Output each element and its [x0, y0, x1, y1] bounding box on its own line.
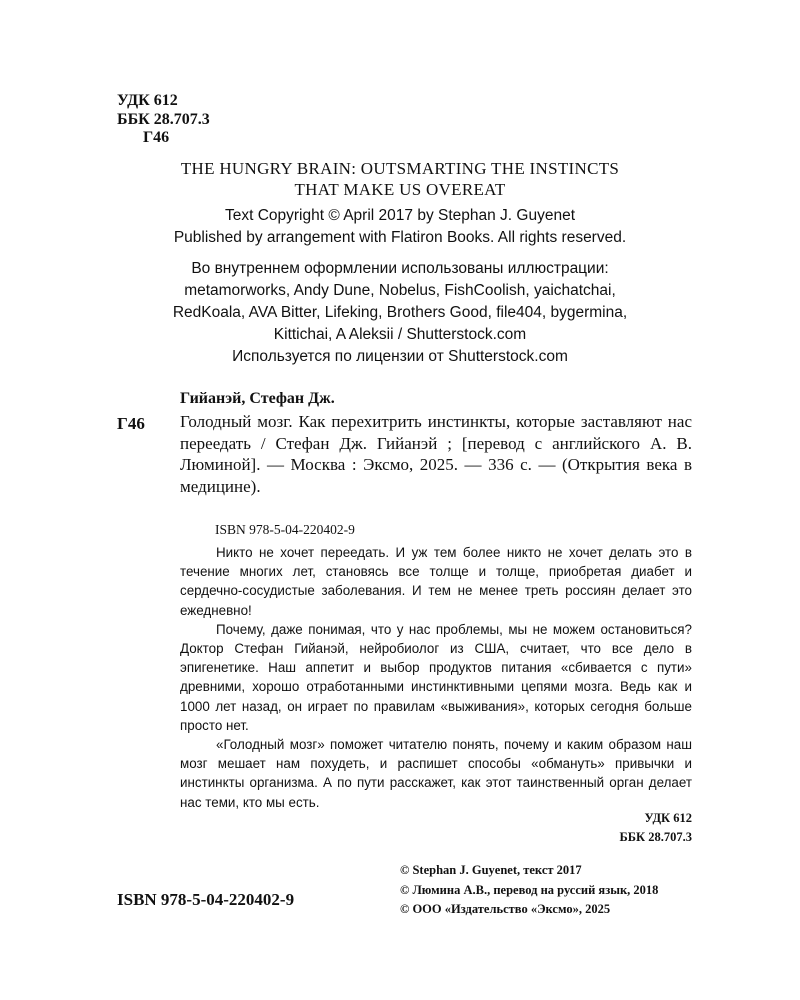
rights-line-3: © ООО «Издательство «Эксмо», 2025: [400, 902, 611, 916]
udk-code-bottom: УДК 612: [644, 811, 692, 825]
illustration-credits: [100, 258, 700, 368]
copyright-line-2: Published by arrangement with Flatiron Books. All rights reserved.: [173, 229, 627, 246]
rights-line-2: © Люмина А.В., перевод на руссий язык, 2018: [400, 882, 659, 897]
copyright-notice: [100, 205, 700, 249]
illustration-credits-line-2: metamorworks, Andy Dune, Nobelus, FishCoolish, yaichatchai,: [184, 282, 616, 299]
classification-block-top: [117, 92, 210, 148]
bbk-code-bottom: ББК 28.707.3: [619, 830, 692, 844]
rights-line-1: © Stephan J. Guyenet, текст 2017: [400, 863, 582, 877]
bbk-code: ББК 28.707.3: [117, 110, 210, 128]
catalog-description: Голодный мозг. Как перехитрить инстинкты, которые заставляют нас переедать / Стефан Дж. Гийанэй ; [перевод с английского А. В. Люминой]. — Москва : Эксмо, 2025. — 336 с. — (Открытия века в медицине).: [180, 412, 692, 496]
classification-block-bottom: [600, 809, 692, 847]
rights-block: [400, 861, 658, 920]
illustration-credits-line-1: Во внутреннем оформлении использованы иллюстрации:: [191, 260, 609, 277]
illustration-credits-line-4: Kittichai, A Aleksii / Shutterstock.com: [273, 326, 527, 343]
author-mark: Г46: [143, 129, 170, 146]
isbn-footer: ISBN 978-5-04-220402-9: [117, 890, 295, 909]
udk-code: УДК 612: [117, 92, 178, 109]
annotation: [180, 543, 692, 812]
copyright-line-1: Text Copyright © April 2017 by Stephan J. Guyenet: [224, 207, 576, 224]
catalog-author-heading: Гийанэй, Стефан Дж.: [180, 390, 335, 407]
original-title-line-1: THE HUNGRY BRAIN: OUTSMARTING THE INSTINCTS: [180, 159, 620, 178]
annotation-paragraph-1: Никто не хочет переедать. И уж тем более никто не хочет делать это в течение многих лет, становясь все толще и толще, приобретая диабет и сердечно-сосудистые заболевания. И тем не менее треть россиян делает это ежедневно!: [180, 545, 692, 618]
catalog-author-code: Г46: [117, 414, 145, 433]
annotation-paragraph-2: Почему, даже понимая, что у нас проблемы, мы не можем остановиться? Доктор Стефан Гийанэй, нейробиолог из США, считает, что все дело в эпигенетике. Наш аппетит и выбор продуктов питания «сбивается с пути» древними, хорошо отработанными инстинктивными цепями мозга. Ведь как и 1000 лет назад, он играет по правилам «выживания», которых сегодня больше просто нет.: [180, 621, 692, 733]
original-title-line-2: THAT MAKE US OVEREAT: [294, 180, 506, 199]
illustration-credits-line-5: Используется по лицензии от Shutterstock.com: [232, 348, 568, 365]
original-title: [100, 158, 700, 200]
illustration-credits-line-3: RedKoala, AVA Bitter, Lifeking, Brothers Good, file404, bygermina,: [172, 304, 628, 321]
annotation-paragraph-3: «Голодный мозг» поможет читателю понять, почему и каким образом наш мозг мешает нам похудеть, и распишет способы «обмануть» привычки и инстинкты организма. А по пути расскажет, как этот таинственный орган делает нас теми, кто мы есть.: [180, 737, 692, 810]
catalog-isbn: ISBN 978-5-04-220402-9: [215, 522, 355, 537]
